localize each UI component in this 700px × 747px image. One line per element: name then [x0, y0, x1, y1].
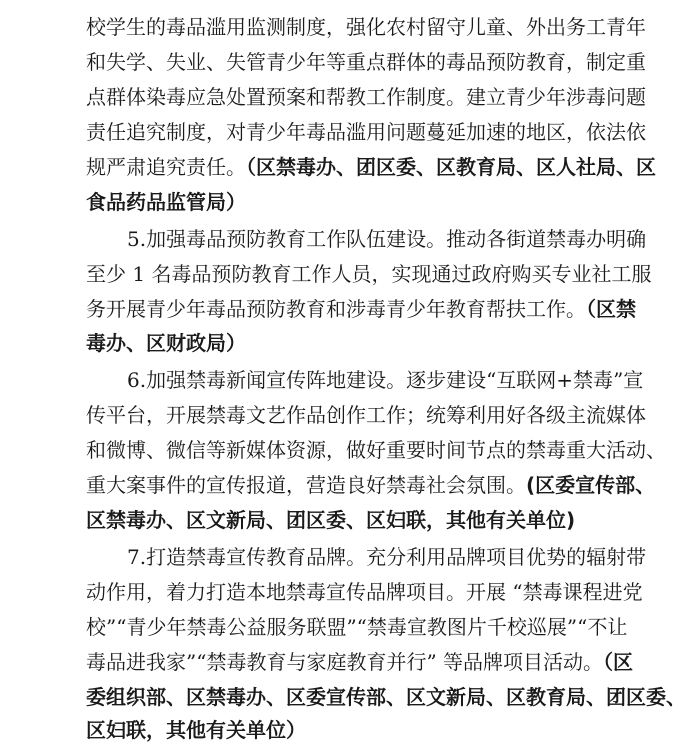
text-line — [86, 713, 614, 747]
responsible-departments: （区 — [603, 650, 634, 674]
line-text: 校”“青少年禁毒公益服务联盟”“禁毒宣教图片千校巡展”“不让 — [86, 615, 628, 639]
responsible-departments: 区妇联，其他有关单位） — [86, 718, 306, 742]
text-line — [86, 645, 634, 679]
text-line — [86, 80, 646, 114]
line-text: 传平台，开展禁毒文艺作品创作工作；统筹利用好各级主流媒体 — [86, 403, 646, 427]
responsible-departments: 毒办、区财政局） — [86, 331, 246, 355]
text-line — [86, 45, 646, 79]
line-text: 点群体染毒应急处置预案和帮教工作制度。建立青少年涉毒问题 — [86, 85, 646, 109]
line-text: 至少 1 名毒品预防教育工作人员，实现通过政府购买专业社工服 — [86, 262, 652, 286]
line-text: 重大案事件的宣传报道，营造良好禁毒社会氛围。 — [86, 473, 526, 497]
text-line — [86, 292, 636, 326]
responsible-departments: 食品药品监管局） — [86, 190, 246, 214]
text-line — [86, 257, 652, 291]
line-text: 校学生的毒品滥用监测制度，强化农村留守儿童、外出务工青年 — [86, 15, 646, 39]
text-line — [86, 680, 686, 714]
text-line — [86, 185, 614, 219]
line-text: 毒品进我家”“禁毒教育与家庭教育并行” 等品牌项目活动。 — [86, 650, 604, 674]
text-line — [86, 326, 614, 360]
line-text: 规严肃追究责任。 — [86, 155, 246, 179]
paragraph-first-line — [127, 363, 644, 397]
line-text: 7.打造禁毒宣传教育品牌。充分利用品牌项目优势的辐射带 — [127, 545, 647, 569]
line-text: 务开展青少年毒品预防教育和涉毒青少年教育帮扶工作。 — [86, 297, 586, 321]
responsible-departments: (区委宣传部、 — [526, 473, 656, 497]
text-line — [86, 10, 646, 44]
line-text: 责任追究制度，对青少年毒品滥用问题蔓延加速的地区，依法依 — [86, 120, 646, 144]
line-text: 和微博、微信等新媒体资源，做好重要时间节点的禁毒重大活动、 — [86, 438, 666, 462]
paragraph-first-line — [127, 222, 647, 256]
text-line — [86, 610, 628, 644]
responsible-departments: （区禁 — [586, 297, 636, 321]
text-line — [86, 115, 646, 149]
line-text: 动作用，着力打造本地禁毒宣传品牌项目。开展 “禁毒课程进党 — [86, 580, 643, 604]
responsible-departments: 委组织部、区禁毒办、区委宣传部、区文新局、区教育局、团区委、 — [86, 685, 686, 709]
text-line — [86, 575, 643, 609]
text-line — [86, 398, 646, 432]
responsible-departments: 区禁毒办、区文新局、团区委、区妇联，其他有关单位) — [86, 508, 576, 532]
line-text: 6.加强禁毒新闻宣传阵地建设。逐步建设“互联网+禁毒”宣 — [127, 368, 644, 392]
paragraph-first-line — [127, 540, 647, 574]
text-line — [86, 503, 614, 537]
text-line — [86, 433, 666, 467]
line-text: 和失学、失业、失管青少年等重点群体的毒品预防教育，制定重 — [86, 50, 646, 74]
line-text: 5.加强毒品预防教育工作队伍建设。推动各街道禁毒办明确 — [127, 227, 647, 251]
responsible-departments: （区禁毒办、团区委、区教育局、区人社局、区 — [246, 155, 656, 179]
text-line — [86, 150, 656, 184]
text-line — [86, 468, 656, 502]
